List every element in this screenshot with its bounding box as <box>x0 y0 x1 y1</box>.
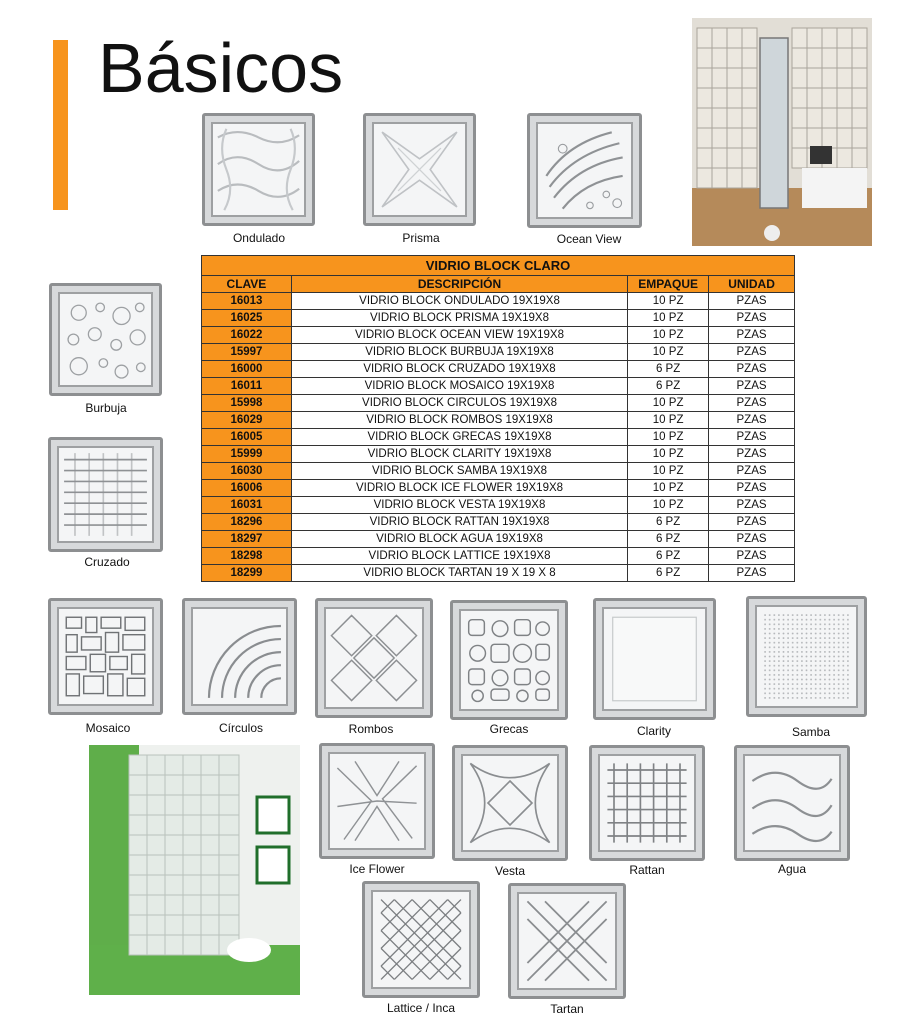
tile-cruzado <box>48 437 163 552</box>
cell-descripcion: VIDRIO BLOCK ICE FLOWER 19X19X8 <box>291 480 627 497</box>
cell-clave: 16005 <box>202 429 292 446</box>
tartan-pattern <box>511 886 623 996</box>
cell-unidad: PZAS <box>709 565 795 582</box>
tile-ocean-view <box>527 113 642 228</box>
cell-descripcion: VIDRIO BLOCK ROMBOS 19X19X8 <box>291 412 627 429</box>
cell-clave: 16006 <box>202 480 292 497</box>
cell-unidad: PZAS <box>709 548 795 565</box>
cell-descripcion: VIDRIO BLOCK ONDULADO 19X19X8 <box>291 293 627 310</box>
cell-empaque: 6 PZ <box>628 531 709 548</box>
cell-clave: 15997 <box>202 344 292 361</box>
cell-unidad: PZAS <box>709 344 795 361</box>
tile-mosaico <box>48 598 163 715</box>
cell-descripcion: VIDRIO BLOCK CIRCULOS 19X19X8 <box>291 395 627 412</box>
tile-prisma <box>363 113 476 226</box>
table-title: VIDRIO BLOCK CLARO <box>202 256 795 276</box>
cell-clave: 16031 <box>202 497 292 514</box>
col-header-empaque: EMPAQUE <box>628 276 709 293</box>
table-row <box>202 344 795 361</box>
cell-empaque: 10 PZ <box>628 463 709 480</box>
cell-descripcion: VIDRIO BLOCK AGUA 19X19X8 <box>291 531 627 548</box>
rombos-pattern <box>318 601 430 715</box>
cell-clave: 16029 <box>202 412 292 429</box>
cell-empaque: 10 PZ <box>628 395 709 412</box>
caption-prisma: Prisma <box>402 231 440 245</box>
table-row <box>202 548 795 565</box>
mosaico-pattern <box>51 601 160 712</box>
samba-pattern <box>749 599 864 714</box>
tile-tartan <box>508 883 626 999</box>
table-row <box>202 395 795 412</box>
caption-lattice: Lattice / Inca <box>386 1001 456 1015</box>
cell-clave: 16022 <box>202 327 292 344</box>
col-header-descripcion: DESCRIPCIÓN <box>291 276 627 293</box>
bathroom-illustration <box>89 745 300 995</box>
tile-samba <box>746 596 867 717</box>
table-row <box>202 480 795 497</box>
table-row <box>202 412 795 429</box>
tile-agua <box>734 745 850 861</box>
ice-flower-pattern <box>322 746 432 856</box>
caption-ice-flower: Ice Flower <box>349 862 405 876</box>
cell-descripcion: VIDRIO BLOCK GRECAS 19X19X8 <box>291 429 627 446</box>
cell-clave: 18299 <box>202 565 292 582</box>
cell-descripcion: VIDRIO BLOCK VESTA 19X19X8 <box>291 497 627 514</box>
bathroom-photo <box>89 745 300 995</box>
cell-empaque: 10 PZ <box>628 344 709 361</box>
office-photo <box>692 18 872 246</box>
cell-descripcion: VIDRIO BLOCK LATTICE 19X19X8 <box>291 548 627 565</box>
cell-empaque: 6 PZ <box>628 378 709 395</box>
caption-ondulado: Ondulado <box>232 231 286 245</box>
cell-empaque: 6 PZ <box>628 565 709 582</box>
table-row <box>202 361 795 378</box>
cell-descripcion: VIDRIO BLOCK RATTAN 19X19X8 <box>291 514 627 531</box>
cell-descripcion: VIDRIO BLOCK OCEAN VIEW 19X19X8 <box>291 327 627 344</box>
caption-agua: Agua <box>777 862 807 876</box>
tile-lattice <box>362 881 480 998</box>
cell-unidad: PZAS <box>709 395 795 412</box>
cell-unidad: PZAS <box>709 463 795 480</box>
cell-clave: 16011 <box>202 378 292 395</box>
ocean-view-pattern <box>530 116 639 225</box>
spec-table <box>201 255 795 582</box>
cell-descripcion: VIDRIO BLOCK CRUZADO 19X19X8 <box>291 361 627 378</box>
cell-empaque: 10 PZ <box>628 327 709 344</box>
lattice-pattern <box>365 884 477 995</box>
cell-empaque: 6 PZ <box>628 514 709 531</box>
cell-empaque: 6 PZ <box>628 361 709 378</box>
cell-descripcion: VIDRIO BLOCK MOSAICO 19X19X8 <box>291 378 627 395</box>
prisma-pattern <box>366 116 473 223</box>
tile-grecas <box>450 600 568 720</box>
cell-unidad: PZAS <box>709 327 795 344</box>
cell-empaque: 10 PZ <box>628 412 709 429</box>
tile-rattan <box>589 745 705 861</box>
cell-descripcion: VIDRIO BLOCK TARTAN 19 X 19 X 8 <box>291 565 627 582</box>
vesta-pattern <box>455 748 565 858</box>
rattan-pattern <box>592 748 702 858</box>
cell-clave: 15999 <box>202 446 292 463</box>
cell-unidad: PZAS <box>709 480 795 497</box>
tile-rombos <box>315 598 433 718</box>
cell-empaque: 10 PZ <box>628 446 709 463</box>
table-row <box>202 446 795 463</box>
cell-clave: 18297 <box>202 531 292 548</box>
cell-empaque: 6 PZ <box>628 548 709 565</box>
cell-unidad: PZAS <box>709 429 795 446</box>
caption-clarity: Clarity <box>636 724 671 738</box>
table-row <box>202 514 795 531</box>
agua-pattern <box>737 748 847 858</box>
cell-descripcion: VIDRIO BLOCK BURBUJA 19X19X8 <box>291 344 627 361</box>
caption-ocean-view: Ocean View <box>556 232 622 246</box>
tile-burbuja <box>49 283 162 396</box>
caption-grecas: Grecas <box>489 722 529 736</box>
cell-unidad: PZAS <box>709 310 795 327</box>
tile-ondulado <box>202 113 315 226</box>
cell-unidad: PZAS <box>709 361 795 378</box>
caption-vesta: Vesta <box>494 864 526 878</box>
cell-unidad: PZAS <box>709 412 795 429</box>
cell-clave: 18298 <box>202 548 292 565</box>
cell-descripcion: VIDRIO BLOCK PRISMA 19X19X8 <box>291 310 627 327</box>
circulos-pattern <box>185 601 294 712</box>
cell-clave: 16013 <box>202 293 292 310</box>
cruzado-pattern <box>51 440 160 549</box>
cell-empaque: 10 PZ <box>628 429 709 446</box>
ondulado-pattern <box>205 116 312 223</box>
accent-bar <box>53 40 68 210</box>
burbuja-pattern <box>52 286 159 393</box>
table-row <box>202 497 795 514</box>
caption-tartan: Tartan <box>550 1002 584 1016</box>
cell-clave: 16030 <box>202 463 292 480</box>
office-illustration <box>692 18 872 246</box>
cell-unidad: PZAS <box>709 497 795 514</box>
page-title: Básicos <box>98 29 344 107</box>
tile-ice-flower <box>319 743 435 859</box>
cell-descripcion: VIDRIO BLOCK CLARITY 19X19X8 <box>291 446 627 463</box>
cell-unidad: PZAS <box>709 514 795 531</box>
table-row <box>202 327 795 344</box>
table-row <box>202 565 795 582</box>
caption-burbuja: Burbuja <box>85 401 127 415</box>
table-row <box>202 429 795 446</box>
cell-empaque: 10 PZ <box>628 310 709 327</box>
cell-descripcion: VIDRIO BLOCK SAMBA 19X19X8 <box>291 463 627 480</box>
col-header-unidad: UNIDAD <box>709 276 795 293</box>
cell-unidad: PZAS <box>709 378 795 395</box>
table-row <box>202 293 795 310</box>
cell-clave: 15998 <box>202 395 292 412</box>
cell-clave: 16025 <box>202 310 292 327</box>
cell-unidad: PZAS <box>709 446 795 463</box>
tile-clarity <box>593 598 716 720</box>
caption-cruzado: Cruzado <box>84 555 130 569</box>
caption-rattan: Rattan <box>629 863 665 877</box>
grecas-pattern <box>453 603 565 717</box>
cell-empaque: 10 PZ <box>628 293 709 310</box>
table-row <box>202 310 795 327</box>
caption-mosaico: Mosaico <box>85 721 131 735</box>
col-header-clave: CLAVE <box>202 276 292 293</box>
table-row <box>202 531 795 548</box>
tile-circulos <box>182 598 297 715</box>
cell-empaque: 10 PZ <box>628 497 709 514</box>
caption-rombos: Rombos <box>348 722 394 736</box>
cell-clave: 16000 <box>202 361 292 378</box>
tile-vesta <box>452 745 568 861</box>
caption-circulos: Círculos <box>218 721 263 735</box>
table-row <box>202 378 795 395</box>
clarity-pattern <box>596 601 713 717</box>
cell-clave: 18296 <box>202 514 292 531</box>
table-row <box>202 463 795 480</box>
cell-empaque: 10 PZ <box>628 480 709 497</box>
caption-samba: Samba <box>791 725 831 739</box>
cell-unidad: PZAS <box>709 531 795 548</box>
cell-unidad: PZAS <box>709 293 795 310</box>
